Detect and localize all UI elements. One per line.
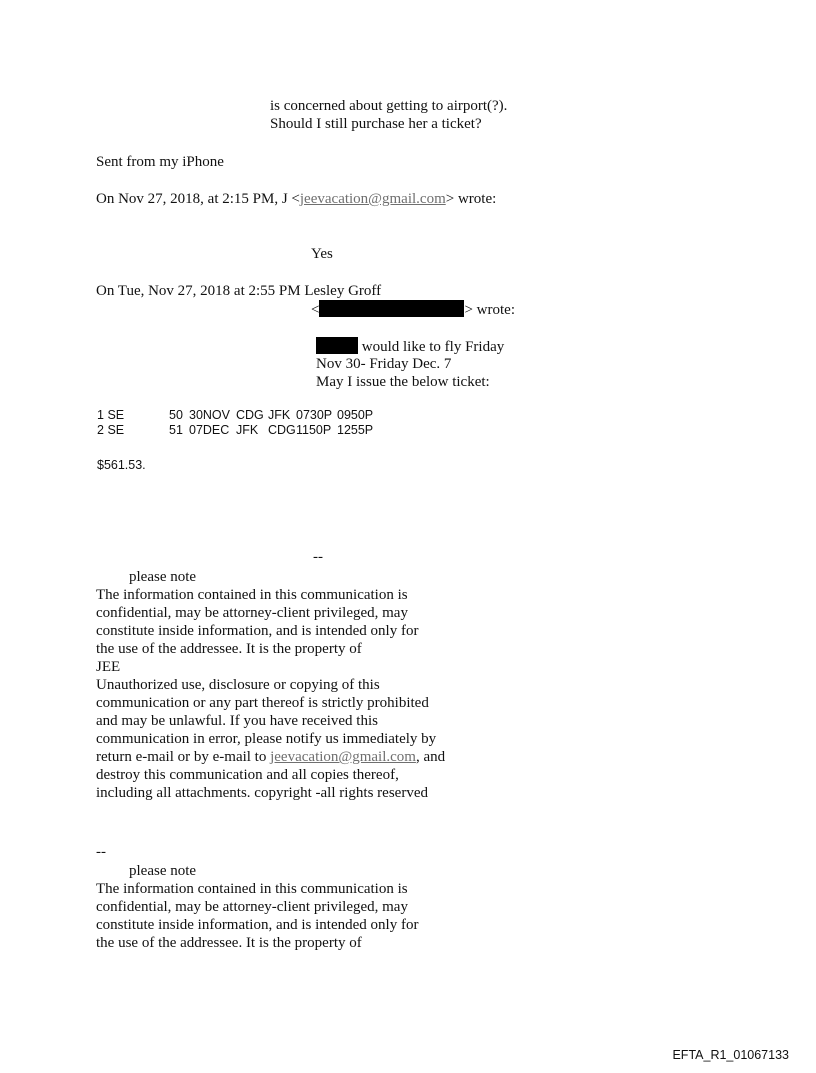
seg-from: CDG xyxy=(236,408,264,422)
email-link[interactable]: jeevacation@gmail.com xyxy=(270,749,416,765)
itinerary-seg xyxy=(97,423,169,438)
seg-to: JFK xyxy=(268,408,291,422)
reply-header-2 xyxy=(96,282,381,300)
disclaimer-line: the use of the addressee. It is the property of xyxy=(96,935,362,951)
wrote-label: > wrote: xyxy=(464,302,515,318)
request-line-2: Nov 30- Friday Dec. 7 xyxy=(316,356,452,372)
disclaimer-email-line xyxy=(96,748,445,766)
seg-airline: SE xyxy=(107,408,125,422)
seg-arr: 1255P xyxy=(337,423,374,437)
itinerary-row xyxy=(97,423,373,438)
disclaimer-line: and may be unlawful. If you have received this xyxy=(96,713,378,729)
disclaimer-email-suffix: , and xyxy=(415,749,446,765)
please-note-label: please note xyxy=(129,569,197,585)
reply-header-2-email-line xyxy=(311,300,515,319)
email-link[interactable]: jeevacation@gmail.com xyxy=(299,191,446,207)
sent-from-line: Sent from my iPhone xyxy=(96,154,224,170)
reply-header-1-suffix: > wrote: xyxy=(445,191,497,207)
disclaimer-line: constitute inside information, and is intended only for xyxy=(96,623,419,639)
disclaimer-line: confidential, may be attorney-client privileged, may xyxy=(96,899,408,915)
disclaimer-line: communication in error, please notify us immediately by xyxy=(96,731,437,747)
reply-header-1-prefix: On Nov 27, 2018, at 2:15 PM, J < xyxy=(96,191,300,207)
itinerary-row xyxy=(97,408,373,423)
itinerary-seg xyxy=(97,408,169,423)
lt-symbol: < xyxy=(311,302,320,318)
disclaimer-line: constitute inside information, and is intended only for xyxy=(96,917,419,933)
disclaimer-line: confidential, may be attorney-client privileged, may xyxy=(96,605,408,621)
disclaimer-line: the use of the addressee. It is the property of xyxy=(96,641,362,657)
disclaimer-line: The information contained in this communication is xyxy=(96,587,408,603)
signature-separator: -- xyxy=(96,844,106,860)
disclaimer-line: including all attachments. copyright -all rights reserved xyxy=(96,785,428,801)
seg-to: CDG xyxy=(268,423,296,437)
request-line-1 xyxy=(316,337,504,356)
seg-num: 1 xyxy=(97,408,104,422)
disclaimer-email-prefix: return e-mail or by e-mail to xyxy=(96,749,271,765)
quoted-line-1: is concerned about getting to airport(?). xyxy=(270,98,508,114)
price: $561.53. xyxy=(97,458,146,472)
seg-flight: 51 xyxy=(169,423,183,437)
seg-from: JFK xyxy=(236,423,259,437)
redaction-box-name xyxy=(316,337,358,354)
signature-separator: -- xyxy=(313,549,323,565)
seg-num: 2 xyxy=(97,423,104,437)
request-line-1-text: would like to fly Friday xyxy=(358,339,505,355)
seg-arr: 0950P xyxy=(337,408,374,422)
please-note-label: please note xyxy=(129,863,197,879)
reply-header-1 xyxy=(96,190,496,208)
yes-reply: Yes xyxy=(311,246,333,262)
seg-airline: SE xyxy=(107,423,125,437)
seg-dep: 0730P xyxy=(296,408,333,422)
request-line-3: May I issue the below ticket: xyxy=(316,374,490,390)
disclaimer-line: destroy this communication and all copies thereof, xyxy=(96,767,399,783)
redaction-box-email xyxy=(319,300,464,317)
seg-flight: 50 xyxy=(169,408,183,422)
seg-dep: 1150P xyxy=(296,423,332,437)
document-id: EFTA_R1_01067133 xyxy=(672,1048,789,1062)
disclaimer-line: communication or any part thereof is strictly prohibited xyxy=(96,695,429,711)
seg-date: 07DEC xyxy=(189,423,230,437)
disclaimer-line: The information contained in this communication is xyxy=(96,881,408,897)
quoted-line-2: Should I still purchase her a ticket? xyxy=(270,116,482,132)
reply-header-2-text: On Tue, Nov 27, 2018 at 2:55 PM Lesley Groff xyxy=(96,283,382,299)
disclaimer-line: JEE xyxy=(96,659,121,675)
seg-date: 30NOV xyxy=(189,408,230,422)
disclaimer-line: Unauthorized use, disclosure or copying of this xyxy=(96,677,380,693)
